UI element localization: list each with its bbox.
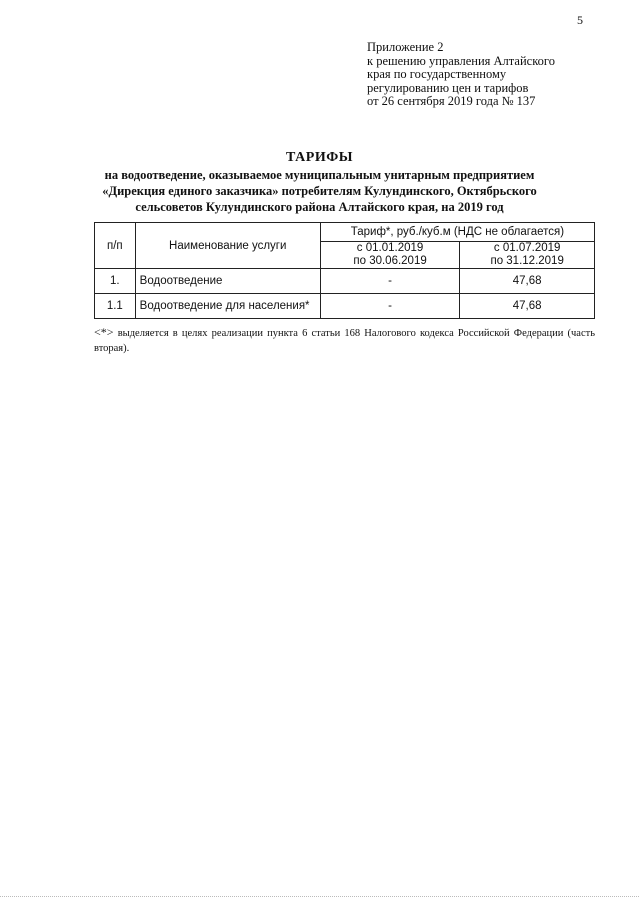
period-1-end: по 30.06.2019 (353, 255, 427, 267)
appendix-block (367, 41, 617, 109)
scan-bottom-edge (0, 896, 639, 897)
subtitle-line: «Дирекция единого заказчика» потребителям Кулундинского, Октябрьского (102, 184, 537, 198)
appendix-line: Приложение 2 (367, 40, 444, 54)
row-tariff-period-2: 47,68 (460, 269, 595, 294)
header-tariff: Тариф*, руб./куб.м (НДС не облагается) (320, 223, 594, 242)
period-2-start: с 01.07.2019 (493, 242, 561, 254)
appendix-line: от 26 сентября 2019 года № 137 (367, 94, 536, 108)
subtitle-line: сельсоветов Кулундинского района Алтайского края, на 2019 год (135, 200, 504, 214)
header-service-name: Наименование услуги (135, 223, 320, 269)
row-service-name: Водоотведение (135, 269, 320, 294)
header-period-1 (320, 242, 460, 269)
subtitle-line: на водоотведение, оказываемое муниципальным унитарным предприятием (104, 168, 535, 182)
row-num: 1. (95, 269, 136, 294)
table-row (95, 294, 595, 319)
header-num: п/п (95, 223, 136, 269)
row-tariff-period-1: - (320, 294, 460, 319)
footnote-text: выделяется в целях реализации пункта 6 статьи 168 Налогового кодекса Российской Федерации (часть вторая). (94, 328, 596, 354)
document-title: ТАРИФЫ (286, 150, 353, 165)
document-subtitle (60, 167, 579, 215)
row-tariff-period-2: 47,68 (460, 294, 595, 319)
header-period-2 (460, 242, 595, 269)
page-number: 5 (577, 13, 583, 27)
tariffs-table (94, 222, 595, 319)
appendix-line: к решению управления Алтайского (367, 53, 555, 68)
row-num: 1.1 (95, 294, 136, 319)
footnote-symbol: <*> (94, 325, 114, 339)
footnote (94, 325, 595, 356)
row-service-name: Водоотведение для населения* (135, 294, 320, 319)
period-1-start: с 01.01.2019 (356, 242, 424, 254)
period-2-end: по 31.12.2019 (490, 255, 564, 267)
appendix-line: регулированию цен и тарифов (367, 80, 529, 95)
table-row (95, 269, 595, 294)
appendix-line: края по государственному (367, 67, 507, 81)
row-tariff-period-1: - (320, 269, 460, 294)
